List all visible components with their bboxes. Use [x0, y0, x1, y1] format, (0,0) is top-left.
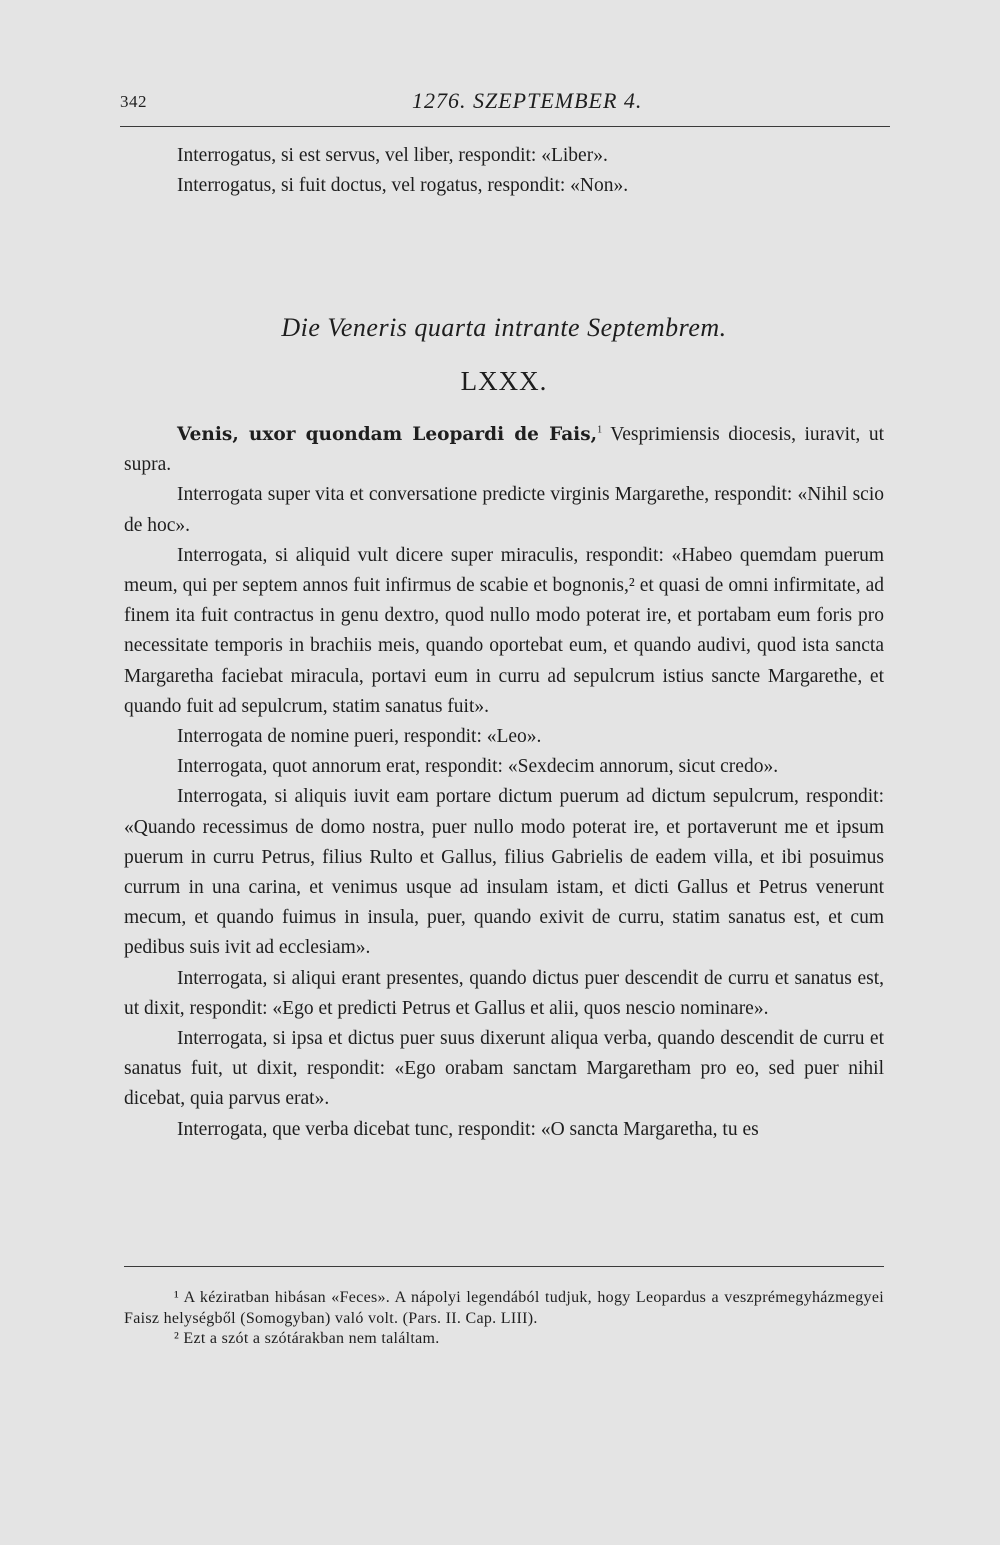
running-title: 1276. SZEPTEMBER 4. [412, 88, 643, 113]
preceding-testimony [124, 141, 884, 201]
footnote: ¹ A kéziratban hibásan «Feces». A nápolyi legendából tudjuk, hogy Leopardus a veszprémegyházmegyei Faisz helységből (Somogyban) való volt. (Pars. II. Cap. LIII). [124, 1289, 884, 1327]
footnote: ² Ezt a szót a szótárakban nem találtam. [174, 1330, 440, 1347]
paragraph: Interrogata, si aliquid vult dicere super miraculis, respondit: «Habeo quemdam puerum meum, qui per septem annos fuit infirmus de scabie et bognonis,² et quasi de omni infirmitate, ad finem ita fuit contractus in genu dextro, quod nullo modo poterat ire, et portabam eum foris pro necessitate temporis in brachiis meis, quando oportebat eum, et quando audivi, quod ista sancta Margaretha faciebat miracula, portavi eum in curru ad sepulcrum istius sancte Margarethe, et quando fuit ad sepulcrum, statim sanatus fuit». [124, 544, 884, 717]
footnote-ref: 1 [597, 424, 603, 436]
paragraph: Interrogatus, si est servus, vel liber, respondit: «Liber». [177, 145, 608, 166]
witness-oath: Vesprimiensis diocesis, iuravit, ut supra. [124, 424, 885, 476]
page-header [120, 88, 890, 124]
witness-name: Venis, uxor quondam Leopardi de Fais, [177, 424, 598, 445]
footnotes [124, 1288, 884, 1350]
paragraph: Interrogata super vita et conversatione predicte virginis Margarethe, respondit: «Nihil scio de hoc». [124, 484, 884, 536]
paragraph: Interrogata, quot annorum erat, respondit: «Sexdecim annorum, sicut credo». [177, 756, 779, 778]
paragraph: Interrogata, si aliqui erant presentes, quando dictus puer descendit de curru et sanatus est, ut dixit, respondit: «Ego et predicti Petrus et Gallus et alii, quos nescio nominare». [124, 967, 884, 1019]
section-date-heading: Die Veneris quarta intrante Septembrem. [281, 313, 727, 342]
testimony-text [124, 420, 884, 1145]
page-number: 342 [120, 92, 147, 111]
witness-paragraph [124, 420, 884, 480]
paragraph: Interrogata, si aliquis iuvit eam portare dictum puerum ad dictum sepulcrum, respondit: «Quando recessimus de domo nostra, puer nullo modo poterat ire, et portaverunt me et ipsum puerum in curru Petrus, filius Rulto et Gallus, filius Gabrielis de eadem villa, et ibi posuimus currum in una carina, et venimus usque ad insulam istam, et dicti Gallus et Petrus venerunt mecum, et quando fuimus in insula, puer, quando exivit de curru, statim sanatus est, et cum pedibus suis ivit ad ecclesiam». [124, 786, 884, 959]
paragraph: Interrogata, que verba dicebat tunc, respondit: «O sancta Margaretha, tu es [177, 1118, 759, 1140]
paragraph: Interrogata, si ipsa et dictus puer suus dixerunt aliqua verba, quando descendit de curru et sanatus fuit, ut dixit, respondit: «Ego orabam sanctam Margaretham pro eo, sed puer nihil dicebat, quia parvus erat». [124, 1028, 884, 1110]
footnote-rule [124, 1266, 884, 1267]
paragraph: Interrogatus, si fuit doctus, vel rogatus, respondit: «Non». [177, 175, 629, 197]
header-rule [120, 126, 890, 127]
section-number-heading: LXXX. [460, 366, 548, 396]
paragraph: Interrogata de nomine pueri, respondit: «Leo». [177, 726, 542, 748]
